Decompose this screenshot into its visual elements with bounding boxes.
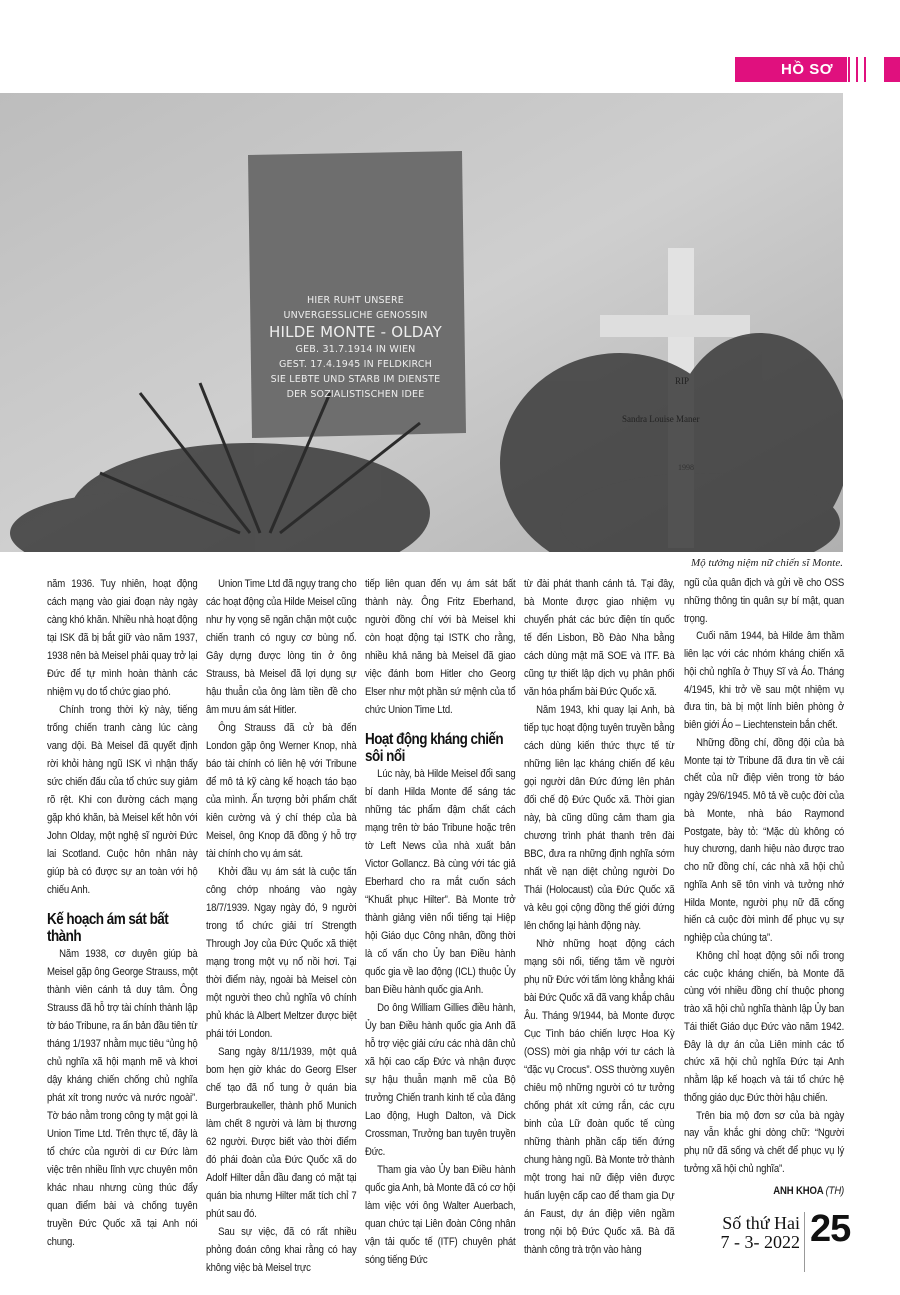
paragraph: năm 1936. Tuy nhiên, hoạt động cách mạng vào giai đoạn này ngày càng khó khăn. Nhiều nhà hoạt động tại ISK đã bị bắt giữ vào năm 1937, 1938 nên bà Meisel phải quay trở lại Đức để tự mình hoàn thành các nhiệm vụ do tổ chức giao phó. (47, 578, 198, 698)
subheading: Hoạt động kháng chiến sôi nổi (365, 731, 504, 765)
issue-date-value: 7 - 3- 2022 (720, 1232, 800, 1252)
paragraph: ngũ của quân địch và gửi về cho OSS những thông tin quân sự bí mật, quan trọng. (684, 577, 845, 625)
memorial-photo (0, 93, 843, 552)
article-column-1 (47, 575, 198, 1251)
inscription-line: SIE LEBTE UND STARB IM DIENSTE (270, 374, 441, 385)
cross-horizontal (600, 315, 750, 337)
page-number: 25 (810, 1208, 851, 1250)
column-text (47, 575, 198, 1251)
article-column-3 (365, 575, 516, 1269)
paragraph: Ông Strauss đã cử bà đến London gặp ông Werner Knop, nhà báo tài chính có liên hệ với Tribune để mô tả kỹ càng kế hoạch táo bạo của mình. Ấn tượng bởi phẩm chất kiên cường và ý chí thép của bà Meisel, ông Knop đã đồng ý hỗ trợ tài chính cho vụ ám sát. (206, 722, 357, 860)
article-column-5 (684, 575, 844, 1200)
inscription-name: HILDE MONTE - OLDAY (269, 323, 442, 341)
paragraph: Sang ngày 8/11/1939, một quả bom hẹn giờ khác do Georg Elser chế tạo đã nổ tung ở quán bia Burgerbraukeller, thành phố Munich làm chết 8 người và làm bị thương 62 người. Được biết vào thời điểm đó phái đoàn của Đức Quốc xã do Adolf Hilter dẫn đầu đang có mặt tại quán bia nhưng Hilter mất tích chỉ 7 phút sau đó. (206, 1046, 357, 1220)
author-note: (TH) (825, 1184, 845, 1197)
paragraph: Nhờ những hoạt động cách mạng sôi nổi, tiếng tăm về người phụ nữ Đức với tấm lòng khẳng khái bài Đức Quốc xã đã vang khắp châu Âu. Tháng 9/1944, bà Monte được Cục Tình báo chiến lược Hoa Kỳ (OSS) mời gia nhập với tư cách là “đặc vụ Crocus”. OSS thường xuyên chiêu mộ những người có tư tưởng chống phát xít cứng rắn, các cựu binh của Lữ đoàn quốc tế cùng những thành phần cấp tiến đứng chung hàng ngũ. Bà Monte trở thành một trong hai nữ điệp viên được huấn luyện cấp cao để tham gia Dự án Faust, dự án điệp viên ngầm trong nội bộ Đức Quốc xã. Bà đã thành công trà trộn vào hàng (524, 938, 675, 1256)
inscription-line: GEB. 31.7.1914 IN WIEN (295, 344, 416, 355)
paragraph: Tham gia vào Ủy ban Điều hành quốc gia Anh, bà Monte đã có cơ hội làm việc với ông Walter Auerbach, quan chức tại Liên đoàn Công nhân vận tải quốc tế (ITF) chuyên phát sóng tiếng Đức (365, 1164, 516, 1266)
paragraph: Năm 1943, khi quay lại Anh, bà tiếp tục hoạt động tuyên truyền bằng cách dùng kiến thức thực tế từ những liên lạc kháng chiến để kêu gọi người dân Đức đứng lên phản đối chế độ Đức Quốc xã. Thời gian này, bà cũng dũng cảm tham gia chương trình phát thanh trên đài BBC, đưa ra những định nghĩa sớm nhất về nạn diệt chủng người Do Thái (Holocaust) của Đức Quốc xã và kêu gọi cộng đồng thế giới đứng lên chống lại hành động này. (524, 704, 675, 932)
inscription-line: UNVERGESSLICHE GENOSSIN (283, 310, 428, 321)
inscription-line: DER SOZIALISTISCHEN IDEE (286, 389, 425, 400)
footer-divider (804, 1212, 805, 1272)
paragraph: Những đồng chí, đồng đội của bà Monte tại tờ Tribune đã đưa tin về cái chết của nữ điệp viên trong tờ báo ngày 29/6/1945. Mô tả về cuộc đời của bà Monte, nhà báo Raymond Postgate, bày tỏ: “Mặc dù không có huy chương, danh hiệu nào được trao cho nữ đồng chí, các nhà xã hội chủ nghĩa Anh sẽ tôn vinh và tưởng nhớ Hilda Monte, người phụ nữ đã cống hiến cả cuộc đời mình để phục vụ sự nghiệp của chúng ta”. (684, 736, 845, 944)
header-accent-block (884, 57, 900, 82)
photo-caption: Mộ tưởng niệm nữ chiến sĩ Monte. (691, 557, 843, 569)
cross-year-text: 1998 (678, 463, 694, 472)
paragraph: Không chỉ hoạt động sôi nổi trong các cuộc kháng chiến, bà Monte đã cùng với nhiều đồng chí thuộc phong trào xã hội chủ nghĩa thành lập Ủy ban Tái thiết Giáo dục Đức vào năm 1942. Đây là dự án của Liên minh các tổ chức xã hội chủ nghĩa Đức tại Anh nhằm lập kế hoạch và tái tổ chức hệ thống giáo dục Đức thời hậu chiến. (684, 949, 845, 1104)
author-byline (684, 1183, 844, 1201)
paragraph: Khởi đầu vụ ám sát là cuộc tấn công chớp nhoáng vào ngày 18/7/1939. Ngay ngày đó, 9 người trong tổ chức giải trí Strength Through Joy của Đức Quốc xã thiệt mạng trong một vụ nổ nồi hơi. Tại thời điểm này, ngoài bà Meisel còn một người theo chủ nghĩa vô chính phủ khác là Albert Meltzer được biệt phái tới London. (206, 866, 357, 1040)
column-text (684, 575, 844, 1200)
tombstone-inscription (248, 293, 463, 402)
article-column-4 (524, 575, 675, 1259)
inscription-line: GEST. 17.4.1945 IN FELDKIRCH (278, 359, 433, 370)
cross-rip-text: RIP (675, 376, 690, 386)
section-header (735, 57, 847, 82)
column-text (365, 575, 516, 1269)
inscription-line: HIER RUHT UNSERE (307, 295, 404, 306)
paragraph: từ đài phát thanh cánh tả. Tại đây, bà Monte được giao nhiệm vụ chuyển phát các bức điện tín quốc tế đến Lisbon, Bồ Đào Nha bằng cách dùng mật mã SOE và ITF. Bà cũng tự thiết lập dịch vụ phân phối văn hóa phẩm bài Đức Quốc xã. (524, 578, 675, 698)
paragraph: Trên bia mộ đơn sơ của bà ngày nay vẫn khắc ghi dòng chữ: “Người phụ nữ đã sống và chết để phục vụ lý tưởng xã hội chủ nghĩa”. (684, 1109, 845, 1175)
paragraph: Lúc này, bà Hilde Meisel đổi sang bí danh Hilda Monte để sáng tác những tác phẩm đậm chất cách mạng trên tờ báo Tribune hoặc trên tờ Left News của nhà xuất bản Victor Gollancz. Bà cùng với tác giả Eberhard cho ra mắt cuốn sách “Khuất phục Hilter”. Bà Monte trở thành giảng viên nổi tiếng tại Hiệp hội Giáo dục Công nhân, đồng thời là cố vấn cho Ủy ban Điều hành quốc gia về lao động (ICL) thuộc Ủy ban Điều hành quốc gia Anh. (365, 768, 516, 996)
section-label: HỒ SƠ (781, 61, 833, 78)
issue-date (712, 1214, 800, 1252)
subheading: Kế hoạch ám sát bất thành (47, 911, 169, 945)
paragraph: Sau sự việc, đã có rất nhiều phỏng đoán công khai rằng có hay không việc bà Meisel trực (206, 1226, 357, 1274)
article-column-2 (206, 575, 357, 1277)
paragraph: Do ông William Gillies điều hành, Ủy ban Điều hành quốc gia Anh đã hỗ trợ việc giải cứu các nhà dân chủ xã hội cao cấp Đức và nhận được sự hậu thuẫn mạnh mẽ của Bộ trưởng Chiến tranh kinh tế của đảng Lao động, Hugh Dalton, và Dick Crossman, Trưởng ban tuyên truyền Đức. (365, 1002, 516, 1158)
paragraph: Chính trong thời kỳ này, tiếng trống chiến tranh càng lúc càng vang dội. Bà Meisel đã quyết định rời khỏi hàng ngũ ISK vì nhận thấy sức chiến đấu của tổ chức suy giảm rõ rệt. Khi con đường cách mạng gặp khó khăn, bà Meisel kết hôn với John Olday, một nghệ sĩ người Đức lai Scotland. Cuộc hôn nhân này giúp bà có được sự an toàn với hộ chiếu Anh. (47, 704, 198, 896)
column-text (524, 575, 675, 1259)
paragraph: Union Time Ltd đã ngụy trang cho các hoạt động của Hilde Meisel cũng như hy vọng sẽ ngăn chặn một cuộc chiến tranh có nguy cơ bùng nổ. Gây dựng được lòng tin ở ông Strauss, bà Meisel đã lợi dụng sự hậu thuẫn của ông làm tiền đề cho âm mưu ám sát Hitler. (206, 578, 357, 716)
column-text (206, 575, 357, 1277)
paragraph: tiếp liên quan đến vụ ám sát bất thành này. Ông Fritz Eberhand, người đồng chí với bà Meisel khi còn hoạt động tại ISTK cho rằng, nhiều khả năng bà Meisel đã giao việc đánh bom Hitler cho Georg Elser như một phần sứ mệnh của tổ chức Union Time Ltd. (365, 578, 516, 716)
cross-name-text: Sandra Louise Maner (622, 414, 700, 424)
decorative-stripes (836, 57, 876, 82)
paragraph: Cuối năm 1944, bà Hilde âm thầm liên lạc với các nhóm kháng chiến xã hội chủ nghĩa ở Thụy Sĩ và Áo. Tháng 4/1945, khi trở về sau một nhiệm vụ đưa tin, bà bị một lính biên phòng ở biên giới Áo – Liechtenstein bắn chết. (684, 630, 845, 731)
paragraph: Năm 1938, cơ duyên giúp bà Meisel gặp ông George Strauss, một thành viên cánh tả duy tâm. Ông Strauss đã hỗ trợ tài chính thành lập tờ báo Tribune, ra ấn bản đầu tiên từ tháng 1/1937 nhằm mục tiêu “ủng hộ chủ nghĩa xã hội mạnh mẽ và khơi dậy kháng chiến chống chủ nghĩa phát xít trong nước và nước ngoài”. Tờ báo nằm trong công ty mật gọi là Union Time Ltd. Trên thực tế, đây là tổ chức của người di cư Đức làm việc trên nhiều lĩnh vực chuyên môn khác nhau nhưng cùng thúc đẩy quan điểm bài và chống tuyên truyền Đức Quốc xã tại Anh nói chung. (47, 948, 198, 1248)
author-name: ANH KHOA (773, 1184, 824, 1197)
issue-day: Số thứ Hai (722, 1213, 800, 1233)
